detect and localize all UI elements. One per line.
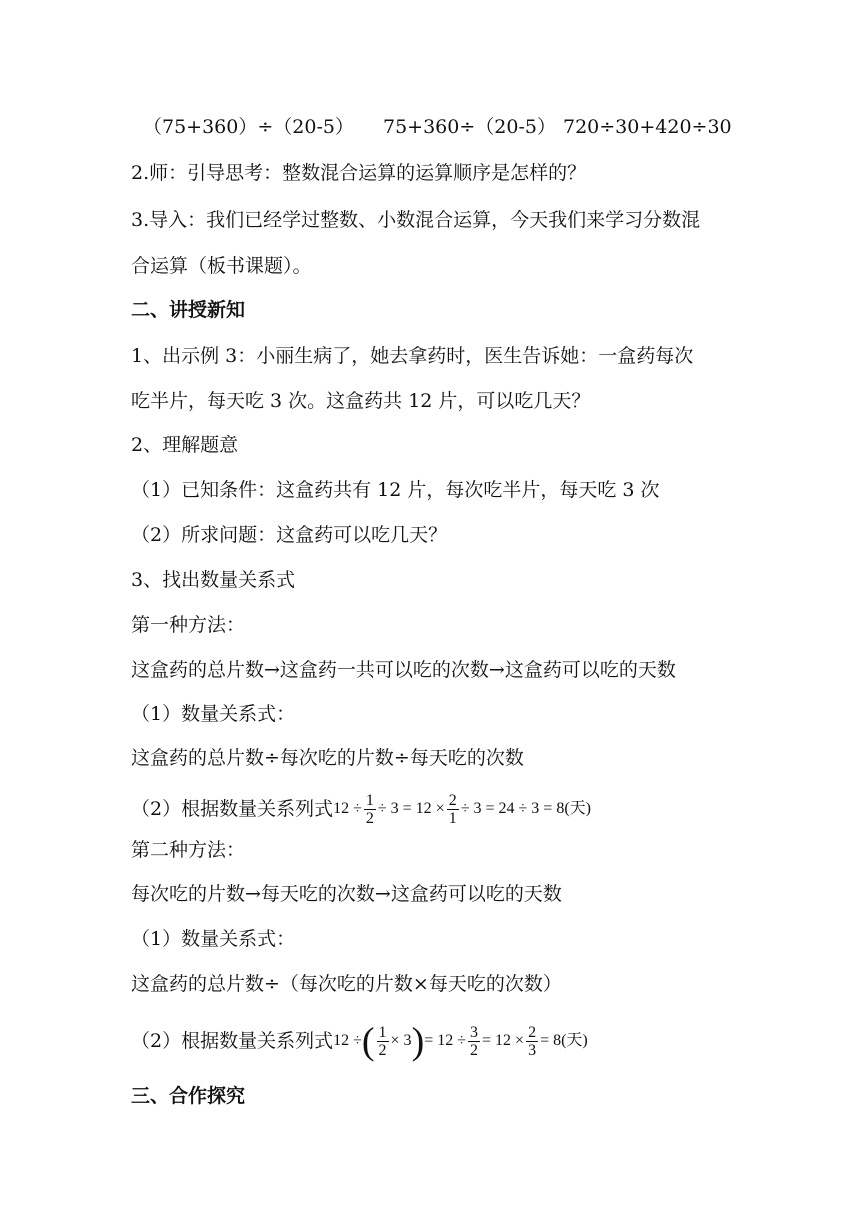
section-heading-3: 三、合作探究 bbox=[131, 1085, 246, 1107]
formula-text: = 8(天) bbox=[540, 1032, 588, 1049]
paragraph-16: （1）数量关系式： bbox=[131, 928, 296, 950]
paragraph-12: 这盒药的总片数÷每次吃的片数÷每天吃的次数 bbox=[131, 747, 524, 769]
paragraph-17: 这盒药的总片数÷（每次吃的片数×每天吃的次数） bbox=[131, 973, 562, 995]
fraction-denominator: 3 bbox=[528, 1041, 537, 1059]
right-paren: ) bbox=[411, 1020, 425, 1063]
formula-text: ÷ 3 = 12 × bbox=[377, 800, 445, 817]
paragraph-5: 2、理解题意 bbox=[131, 434, 239, 456]
fraction-numerator: 1 bbox=[365, 791, 374, 809]
fraction-numerator: 2 bbox=[448, 791, 457, 809]
formula-text: = 12 ÷ bbox=[424, 1032, 467, 1049]
formula-text: 12 ÷ bbox=[333, 800, 362, 817]
paragraph-8: 3、找出数量关系式 bbox=[131, 569, 296, 591]
paragraph-10: 这盒药的总片数→这盒药一共可以吃的次数→这盒药可以吃的天数 bbox=[131, 659, 676, 681]
formula-2-label: （2）根据数量关系列式 bbox=[131, 1030, 334, 1052]
paragraph-3b: 合运算（板书课题）。 bbox=[131, 255, 312, 277]
left-paren: ( bbox=[361, 1020, 375, 1063]
fraction bbox=[377, 1024, 389, 1059]
paragraph-4b: 吃半片，每天吃 3 次。这盒药共 12 片，可以吃几天？ bbox=[131, 390, 591, 412]
formula-line-1 bbox=[131, 788, 591, 829]
fraction bbox=[364, 792, 376, 827]
fraction-denominator: 1 bbox=[448, 809, 457, 827]
formula-text: = 12 × bbox=[482, 1032, 525, 1049]
formula-line-2 bbox=[131, 1018, 588, 1063]
paragraph-2: 2.师：引导思考：整数混合运算的运算顺序是怎样的？ bbox=[131, 162, 587, 184]
fraction bbox=[526, 1024, 538, 1059]
fraction-denominator: 2 bbox=[378, 1041, 387, 1059]
formula-2 bbox=[333, 1020, 588, 1063]
section-heading-2: 二、讲授新知 bbox=[131, 299, 246, 321]
expression-2: 75+360÷（20-5） bbox=[383, 116, 556, 138]
expressions-row bbox=[143, 114, 732, 140]
formula-text: × 3 bbox=[390, 1032, 412, 1049]
paragraph-14: 第二种方法： bbox=[131, 839, 246, 861]
fraction bbox=[468, 1024, 480, 1059]
expression-3: 720÷30+420÷30 bbox=[563, 116, 732, 138]
expression-1: （75+360）÷（20-5） bbox=[143, 116, 354, 138]
paragraph-15: 每次吃的片数→每天吃的次数→这盒药可以吃的天数 bbox=[131, 883, 562, 905]
fraction-numerator: 2 bbox=[528, 1023, 537, 1041]
paragraph-9: 第一种方法： bbox=[131, 614, 246, 636]
paragraph-6: （1）已知条件：这盒药共有 12 片，每次吃半片，每天吃 3 次 bbox=[131, 479, 660, 501]
formula-text: ÷ 3 = 24 ÷ 3 = 8(天) bbox=[460, 800, 591, 817]
paragraph-7: （2）所求问题：这盒药可以吃几天？ bbox=[131, 524, 448, 546]
fraction-numerator: 3 bbox=[470, 1023, 479, 1041]
paragraph-11: （1）数量关系式： bbox=[131, 703, 296, 725]
paragraph-3a: 3.导入：我们已经学过整数、小数混合运算，今天我们来学习分数混 bbox=[131, 209, 701, 231]
formula-1 bbox=[333, 791, 591, 827]
formula-1-label: （2）根据数量关系列式 bbox=[131, 798, 334, 820]
fraction-denominator: 2 bbox=[470, 1041, 479, 1059]
formula-text: 12 ÷ bbox=[333, 1032, 362, 1049]
paragraph-4a: 1、出示例 3：小丽生病了，她去拿药时，医生告诉她：一盒药每次 bbox=[131, 345, 694, 367]
fraction-numerator: 1 bbox=[378, 1023, 387, 1041]
fraction bbox=[447, 792, 459, 827]
fraction-denominator: 2 bbox=[365, 809, 374, 827]
